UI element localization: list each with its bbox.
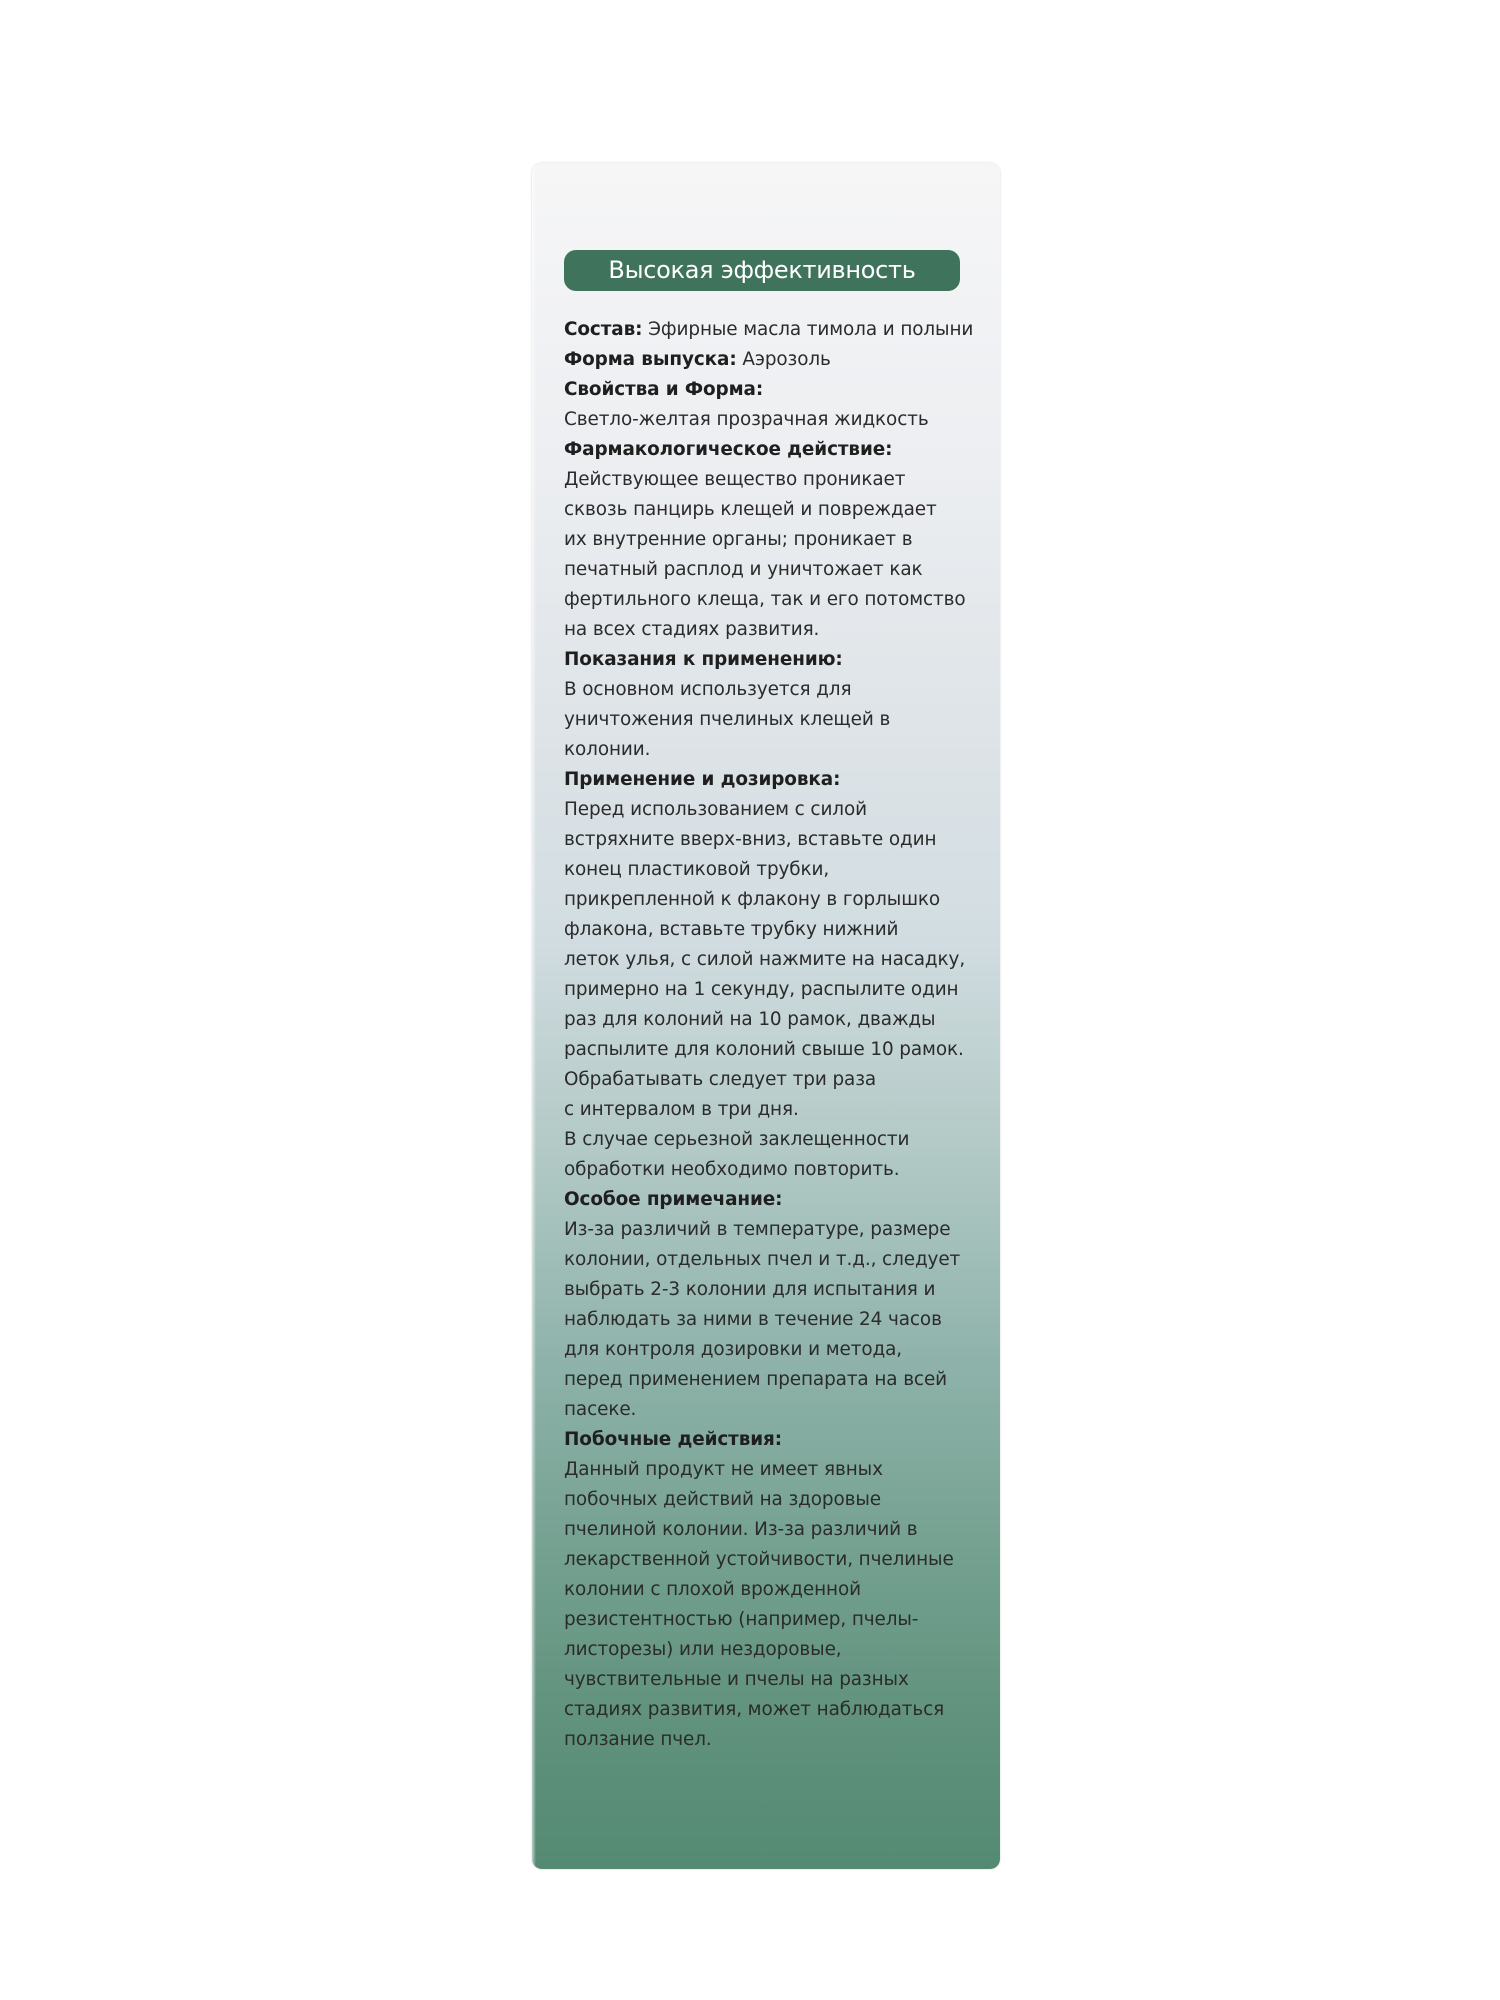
indications-text: колонии. (564, 739, 651, 760)
instructions-text (564, 315, 984, 1755)
dosage-text: Перед использованием с силой (564, 799, 867, 820)
dosage-text: примерно на 1 секунду, распылите один (564, 979, 959, 1000)
side-effects-text: колонии с плохой врожденной (564, 1579, 861, 1600)
properties-heading: Свойства и Форма: (564, 379, 764, 400)
side-effects-text: листорезы) или нездоровые, (564, 1639, 842, 1660)
dosage-text: распылите для колоний свыше 10 рамок. (564, 1039, 964, 1060)
form-label: Форма выпуска: (564, 349, 737, 370)
pharmacological-text: печатный расплод и уничтожает как (564, 559, 923, 580)
dosage-text: флакона, вставьте трубку нижний (564, 919, 899, 940)
product-box-side-panel (532, 163, 1000, 1869)
dosage-text: с интервалом в три дня. (564, 1099, 799, 1120)
pharmacological-text: сквозь панцирь клещей и повреждает (564, 499, 937, 520)
dosage-text: прикрепленной к флакону в горлышко (564, 889, 941, 910)
special-note-heading: Особое примечание: (564, 1189, 783, 1210)
dosage-text: леток улья, с силой нажмите на насадку, (564, 949, 966, 970)
pharmacological-text: Действующее вещество проникает (564, 469, 906, 490)
dosage-heading: Применение и дозировка: (564, 769, 841, 790)
dosage-text: конец пластиковой трубки, (564, 859, 830, 880)
composition-line (564, 315, 984, 345)
side-effects-heading: Побочные действия: (564, 1429, 782, 1450)
pharmacological-heading: Фармакологическое действие: (564, 439, 893, 460)
form-value: Аэрозоль (736, 349, 831, 370)
side-effects-text: ползание пчел. (564, 1729, 712, 1750)
pharmacological-text: фертильного клеща, так и его потомство (564, 589, 966, 610)
form-line (564, 345, 984, 375)
pharmacological-text: на всех стадиях развития. (564, 619, 820, 640)
side-effects-text: чувствительные и пчелы на разных (564, 1669, 909, 1690)
side-effects-text: Данный продукт не имеет явных (564, 1459, 883, 1480)
indications-text: В основном используется для (564, 679, 852, 700)
special-note-text: для контроля дозировки и метода, (564, 1339, 903, 1360)
side-effects-text: резистентностью (например, пчелы- (564, 1609, 919, 1630)
special-note-text: перед применением препарата на всей (564, 1369, 948, 1390)
special-note-text: пасеке. (564, 1399, 637, 1420)
composition-label: Состав: (564, 319, 643, 340)
special-note-text: колонии, отдельных пчел и т.д., следует (564, 1249, 961, 1270)
dosage-text: Обрабатывать следует три раза (564, 1069, 877, 1090)
side-effects-text: побочных действий на здоровые (564, 1489, 881, 1510)
special-note-text: выбрать 2-3 колонии для испытания и (564, 1279, 936, 1300)
special-note-text: Из-за различий в температуре, размере (564, 1219, 951, 1240)
dosage-text: обработки необходимо повторить. (564, 1159, 900, 1180)
special-note-text: наблюдать за ними в течение 24 часов (564, 1309, 942, 1330)
effectiveness-banner: Высокая эффективность (564, 250, 960, 291)
indications-text: уничтожения пчелиных клещей в (564, 709, 891, 730)
dosage-text: встряхните вверх-вниз, вставьте один (564, 829, 937, 850)
side-effects-text: стадиях развития, может наблюдаться (564, 1699, 945, 1720)
side-effects-text: лекарственной устойчивости, пчелиные (564, 1549, 954, 1570)
dosage-text: раз для колоний на 10 рамок, дважды (564, 1009, 936, 1030)
dosage-text: В случае серьезной заклещенности (564, 1129, 910, 1150)
composition-value: Эфирные масла тимола и полыни (642, 319, 974, 340)
properties-text: Светло-желтая прозрачная жидкость (564, 409, 929, 430)
pharmacological-text: их внутренние органы; проникает в (564, 529, 913, 550)
indications-heading: Показания к применению: (564, 649, 843, 670)
side-effects-text: пчелиной колонии. Из-за различий в (564, 1519, 918, 1540)
